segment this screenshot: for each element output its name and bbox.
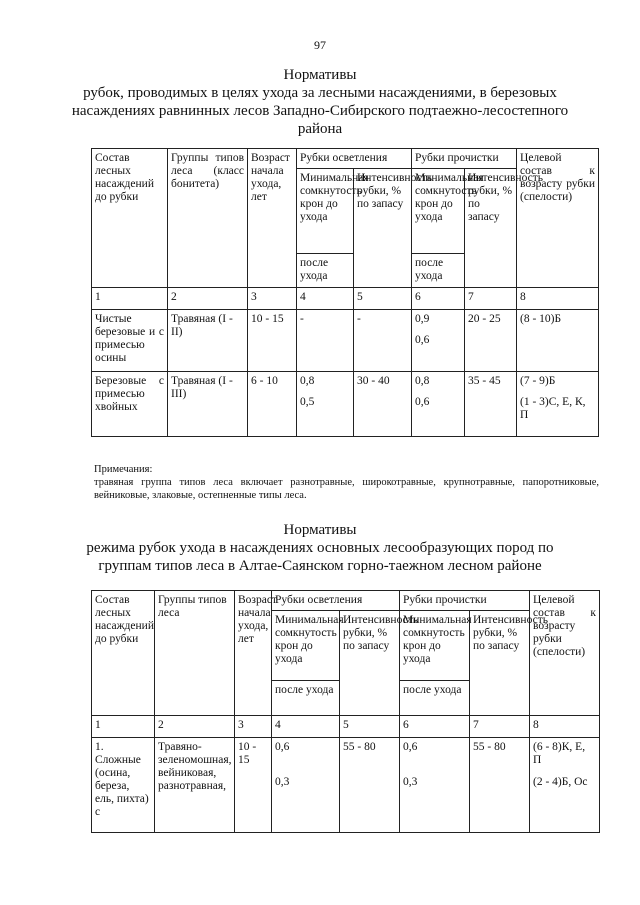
cell-start-age: 6 - 10: [248, 372, 297, 437]
col-number: 8: [517, 288, 599, 310]
notes: [94, 463, 599, 502]
header-target-composition: Целевой состав к возрасту рубки (спелости): [517, 149, 599, 288]
table-row: [92, 738, 600, 833]
col-number: 5: [354, 288, 412, 310]
norms-table-1: [91, 148, 599, 437]
cell-min-closure-cleaning: [412, 310, 465, 372]
cell-min-closure-thinning: [297, 310, 354, 372]
col-number: 2: [155, 716, 235, 738]
header-intensity-cleaning: Интенсивность рубки, % по запасу: [470, 611, 530, 716]
header-composition: Состав лесных насаждений до рубки: [92, 591, 155, 716]
cell-min-closure-thinning: [272, 738, 340, 833]
section2-heading: [0, 521, 640, 575]
col-number: 8: [530, 716, 600, 738]
cell-intensity-cleaning: 35 - 45: [465, 372, 517, 437]
cell-forest-type: Травяная (I - II): [168, 310, 248, 372]
cell-intensity-thinning: 55 - 80: [340, 738, 400, 833]
header-start-age: Возраст начала ухода, лет: [235, 591, 272, 716]
section2-subtitle-line-2: группам типов леса в Алтае-Саянском горно-таежном лесном районе: [98, 558, 542, 574]
cell-target-composition: [530, 738, 600, 833]
header-cleaning: Рубки прочистки: [412, 149, 517, 169]
target-admixture: (1 - 3)С, Е, К, П: [520, 396, 586, 421]
cell-min-closure-cleaning: [400, 738, 470, 833]
col-number: 1: [92, 716, 155, 738]
notes-title: Примечания:: [94, 464, 153, 475]
section1-subtitle-line-1: рубок, проводимых в целях ухода за лесными насаждениями, в березовых: [83, 85, 557, 101]
header-after-thinning: после ухода: [297, 254, 354, 288]
notes-text: травяная группа типов леса включает разнотравные, широкотравные, крупнотравные, папоротниковые, вейниковые, злаковые, остепненные типы леса.: [94, 477, 599, 501]
value-after: 0,5: [300, 396, 315, 408]
col-number: 2: [168, 288, 248, 310]
page-number: 97: [314, 38, 326, 52]
col-number: 6: [412, 288, 465, 310]
cell-intensity-cleaning: 20 - 25: [465, 310, 517, 372]
header-intensity-thinning: Интенсивность рубки, % по запасу: [340, 611, 400, 716]
header-after-cleaning: после ухода: [412, 254, 465, 288]
header-min-closure-thinning: Минимальная сомкнутость крон до ухода: [297, 169, 354, 254]
cell-intensity-thinning: 30 - 40: [354, 372, 412, 437]
cell-min-closure-cleaning: [412, 372, 465, 437]
cell-intensity-thinning: -: [354, 310, 412, 372]
cell-composition: Чистые березовые и с примесью осины: [92, 310, 168, 372]
value-before: -: [300, 313, 304, 325]
header-target-composition: Целевой состав к возрасту рубки (спелости): [530, 591, 600, 716]
value-after: 0,6: [415, 396, 430, 408]
cell-start-age: 10 - 15: [235, 738, 272, 833]
header-composition: Состав лесных насаждений до рубки: [92, 149, 168, 288]
cell-composition: 1. Сложные (осина, береза, ель, пихта) с: [92, 738, 155, 833]
header-start-age: Возраст начала ухода, лет: [248, 149, 297, 288]
cell-target-composition: [517, 310, 599, 372]
col-number: 3: [248, 288, 297, 310]
value-before: 0,8: [300, 375, 315, 387]
header-intensity-cleaning: Интенсивность рубки, % по запасу: [465, 169, 517, 288]
target-main: (7 - 9)Б: [520, 375, 556, 387]
section1-subtitle-line-2: насаждениях равнинных лесов Западно-Сибирского подтаежно-лесостепного: [71, 103, 569, 119]
section1-title: Нормативы: [283, 67, 357, 83]
col-number: 3: [235, 716, 272, 738]
header-cleaning: Рубки прочистки: [400, 591, 530, 611]
section1-subtitle-line-3: района: [297, 121, 343, 137]
table-row: [92, 372, 599, 437]
col-number: 6: [400, 716, 470, 738]
value-before: 0,8: [415, 375, 430, 387]
norms-table-2: [91, 590, 600, 833]
header-min-closure-thinning: Минимальная сомкнутость крон до ухода: [272, 611, 340, 681]
header-min-closure-cleaning: Минимальная сомкнутость крон до ухода: [400, 611, 470, 681]
section2-subtitle-line-1: режима рубок ухода в насаждениях основных лесообразующих пород по: [86, 540, 554, 556]
col-number: 7: [465, 288, 517, 310]
col-number: 4: [297, 288, 354, 310]
header-thinning: Рубки осветления: [272, 591, 400, 611]
col-number: 7: [470, 716, 530, 738]
table-row: [92, 310, 599, 372]
cell-composition: Березовые с примесью хвойных: [92, 372, 168, 437]
cell-intensity-cleaning: 55 - 80: [470, 738, 530, 833]
col-number: 5: [340, 716, 400, 738]
value-before: 0,6: [403, 741, 418, 753]
cell-min-closure-thinning: [297, 372, 354, 437]
value-before: 0,9: [415, 313, 430, 325]
header-intensity-thinning: Интенсивность рубки, % по запасу: [354, 169, 412, 288]
col-number: 4: [272, 716, 340, 738]
value-after: 0,6: [415, 334, 430, 346]
cell-forest-type: Травяная (I - III): [168, 372, 248, 437]
cell-forest-type: Травяно-зеленомошная, вейниковая, разнотравная,: [155, 738, 235, 833]
target-main: (8 - 10)Б: [520, 313, 562, 325]
value-before: 0,6: [275, 741, 290, 753]
section1-heading: [0, 66, 640, 138]
target-admixture: (2 - 4)Б, Ос: [533, 776, 588, 788]
header-after-cleaning: после ухода: [400, 681, 470, 716]
header-min-closure-cleaning: Минимальная сомкнутость крон до ухода: [412, 169, 465, 254]
header-after-thinning: после ухода: [272, 681, 340, 716]
cell-start-age: 10 - 15: [248, 310, 297, 372]
section2-title: Нормативы: [283, 522, 357, 538]
col-number: 1: [92, 288, 168, 310]
header-forest-type: Группы типов леса (класс бонитета): [168, 149, 248, 288]
value-after: 0,3: [275, 776, 290, 788]
cell-target-composition: [517, 372, 599, 437]
value-after: 0,3: [403, 776, 418, 788]
header-forest-type: Группы типов леса: [155, 591, 235, 716]
header-thinning: Рубки осветления: [297, 149, 412, 169]
target-main: (6 - 8)К, Е, П: [533, 741, 586, 766]
